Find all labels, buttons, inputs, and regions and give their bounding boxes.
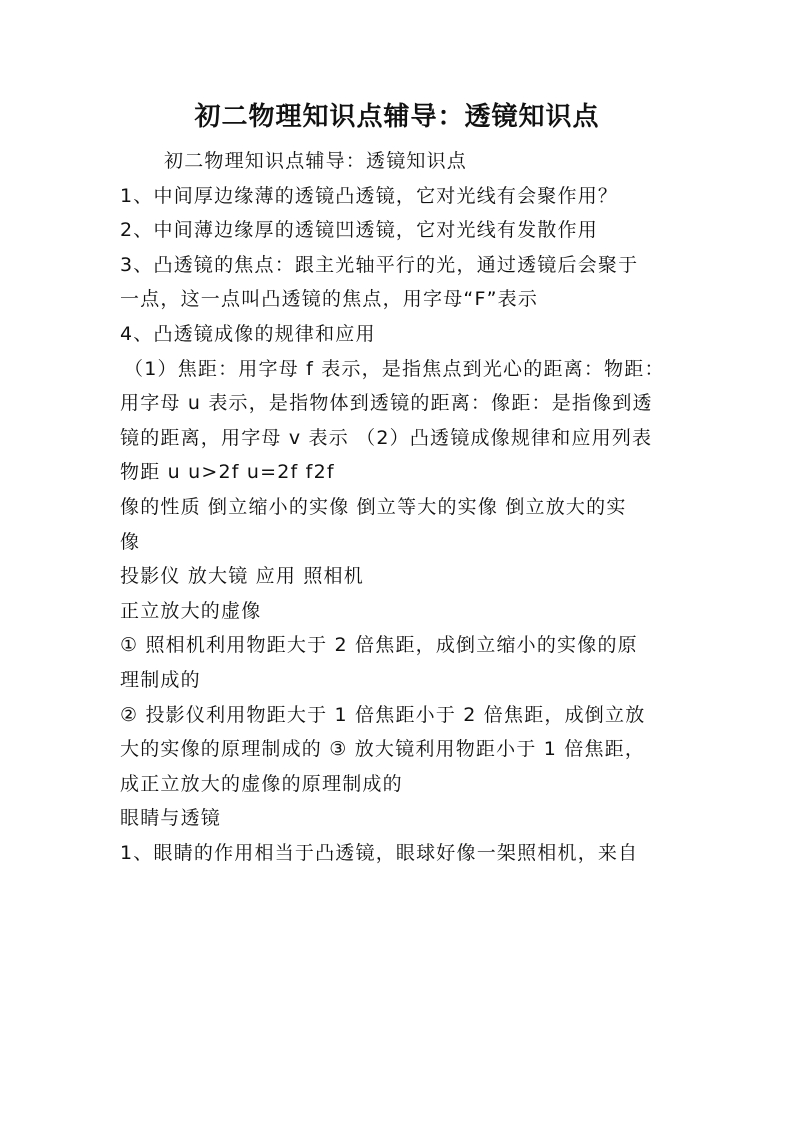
text-line: 1、中间厚边缘薄的透镜凸透镜，它对光线有会聚作用？: [120, 184, 619, 207]
section-heading: 眼睛与透镜: [120, 807, 222, 830]
text-line: 2、中间薄边缘厚的透镜凹透镜，它对光线有发散作用: [120, 219, 598, 242]
text-line: 一点，这一点叫凸透镜的焦点，用字母“F”表示: [120, 288, 539, 311]
text-line: 4、凸透镜成像的规律和应用: [120, 322, 376, 345]
text-line: 1、眼睛的作用相当于凸透镜，眼球好像一架照相机，来自: [120, 841, 639, 864]
text-line: 像: [120, 530, 141, 553]
text-line: 镜的距离，用字母 v 表示 （2）凸透镜成像规律和应用列表: [120, 426, 653, 449]
text-line: 像的性质 倒立缩小的实像 倒立等大的实像 倒立放大的实: [120, 495, 627, 518]
text-line: 3、凸透镜的焦点：跟主光轴平行的光，通过透镜后会聚于: [120, 253, 639, 276]
document-title: 初二物理知识点辅导：透镜知识点: [194, 102, 600, 132]
text-line: （1）焦距：用字母 f 表示，是指焦点到光心的距离：物距：: [124, 357, 665, 380]
text-line: 正立放大的虚像: [120, 599, 262, 622]
text-line: 投影仪 放大镜 应用 照相机: [120, 565, 364, 588]
text-line: ① 照相机利用物距大于 2 倍焦距，成倒立缩小的实像的原: [120, 634, 638, 657]
subtitle-line: 初二物理知识点辅导：透镜知识点: [164, 150, 468, 172]
text-line: ② 投影仪利用物距大于 1 倍焦距小于 2 倍焦距，成倒立放: [120, 703, 646, 726]
text-line: 理制成的: [120, 668, 201, 691]
text-line: 大的实像的原理制成的 ③ 放大镜利用物距小于 1 倍焦距，: [120, 738, 646, 761]
text-line: 成正立放大的虚像的原理制成的: [120, 772, 403, 795]
text-line: 物距 u u>2f u=2f f2f: [120, 461, 335, 484]
document-body: [120, 144, 700, 870]
text-line: 用字母 u 表示，是指物体到透镜的距离：像距：是指像到透: [120, 392, 653, 415]
